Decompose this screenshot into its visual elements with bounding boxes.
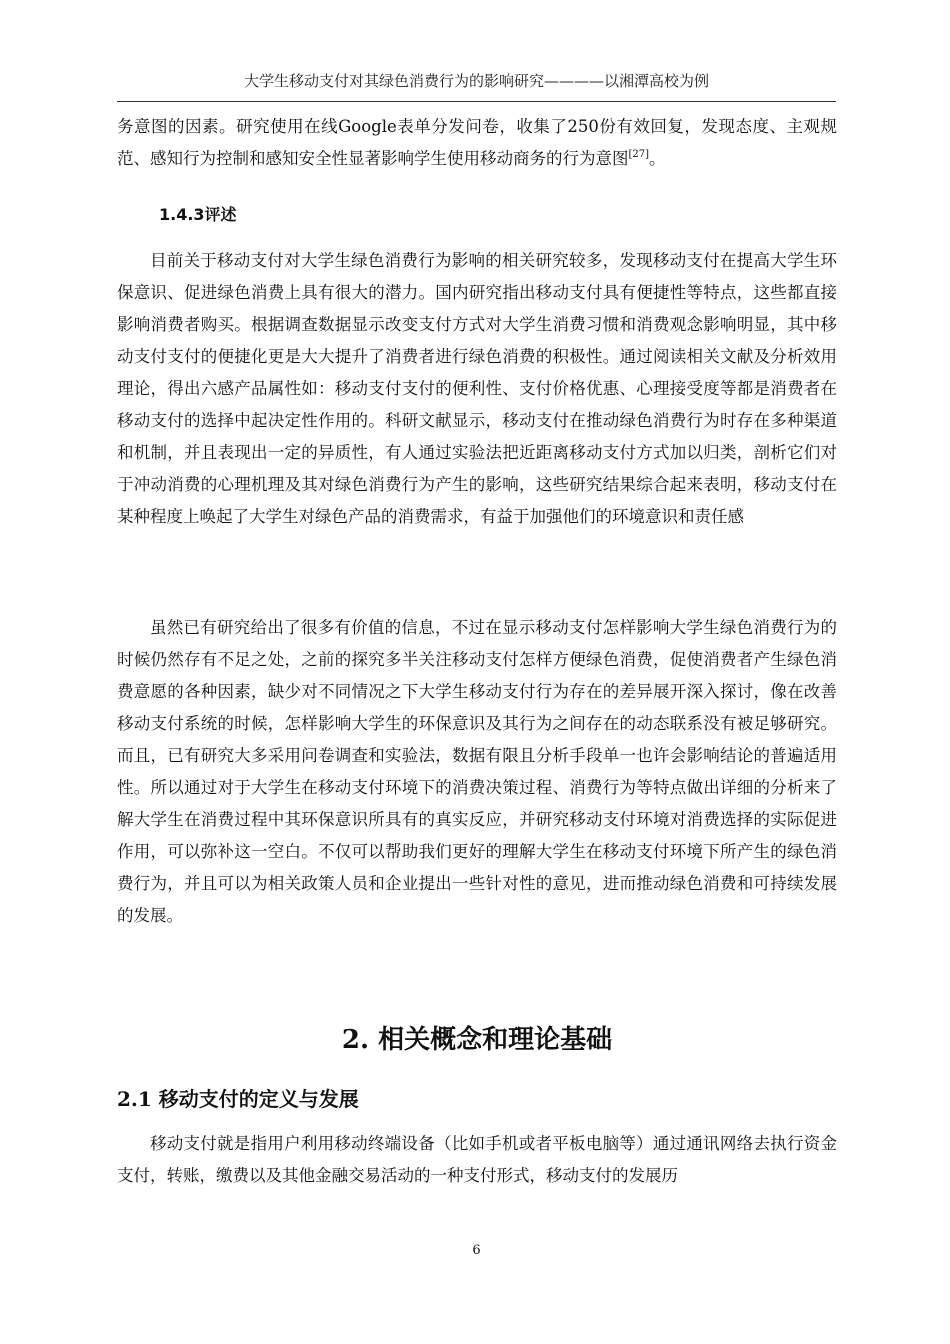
citation-27: [27]	[628, 149, 650, 160]
page-header: 大学生移动支付对其绿色消费行为的影响研究————以湘潭高校为例	[243, 72, 709, 90]
page-number: 6	[472, 1243, 481, 1258]
header-divider	[117, 101, 836, 102]
intro-end: 。	[649, 149, 666, 168]
intro-text: 务意图的因素。研究使用在线Google表单分发问卷，收集了250份有效回复，发现态度、主观规范、感知行为控制和感知安全性显著影响学生使用移动商务的行为意图	[117, 117, 837, 168]
paragraph-review-2: 虽然已有研究给出了很多有价值的信息，不过在显示移动支付怎样影响大学生绿色消费行为的时候仍然存有不足之处，之前的探究多半关注移动支付怎样方便绿色消费，促使消费者产生绿色消费意愿的各种因素，缺少对不同情况之下大学生移动支付行为存在的差异展开深入探讨，像在改善移动支付系统的时候，怎样影响大学生的环保意识及其行为之间存在的动态联系没有被足够研究。而且，已有研究大多采用问卷调查和实验法，数据有限且分析手段单一也许会影响结论的普遍适用性。所以通过对于大学生在移动支付环境下的消费决策过程、消费行为等特点做出详细的分析来了解大学生在消费过程中其环保意识所具有的真实反应，并研究移动支付环境对消费选择的实际促进作用，可以弥补这一空白。不仅可以帮助我们更好的理解大学生在移动支付环境下所产生的绿色消费行为，并且可以为相关政策人员和企业提出一些针对性的意见，进而推动绿色消费和可持续发展的发展。	[117, 618, 837, 925]
paragraph-mobile-payment: 移动支付就是指用户利用移动终端设备（比如手机或者平板电脑等）通过通讯网络去执行资金支付，转账，缴费以及其他金融交易活动的一种支付形式，移动支付的发展历	[117, 1134, 837, 1185]
section-heading-2-1: 2.1 移动支付的定义与发展	[117, 1087, 359, 1111]
chapter-heading: 2. 相关概念和理论基础	[341, 1025, 613, 1055]
intro-paragraph	[117, 111, 837, 175]
paragraph-review-1: 目前关于移动支付对大学生绿色消费行为影响的相关研究较多，发现移动支付在提高大学生环保意识、促进绿色消费上具有很大的潜力。国内研究指出移动支付具有便捷性等特点，这些都直接影响消费者购买。根据调查数据显示改变支付方式对大学生消费习惯和消费观念影响明显，其中移动支付支付的便捷化更是大大提升了消费者进行绿色消费的积极性。通过阅读相关文献及分析效用理论，得出六感产品属性如：移动支付支付的便利性、支付价格优惠、心理接受度等都是消费者在移动支付的选择中起决定性作用的。科研文献显示，移动支付在推动绿色消费行为时存在多种渠道和机制，并且表现出一定的异质性，有人通过实验法把近距离移动支付方式加以归类，剖析它们对于冲动消费的心理机理及其对绿色消费行为产生的影响，这些研究结果综合起来表明，移动支付在某种程度上唤起了大学生对绿色产品的消费需求，有益于加强他们的环境意识和责任感	[117, 251, 837, 526]
section-heading-1-4-3: 1.4.3评述	[159, 205, 237, 224]
